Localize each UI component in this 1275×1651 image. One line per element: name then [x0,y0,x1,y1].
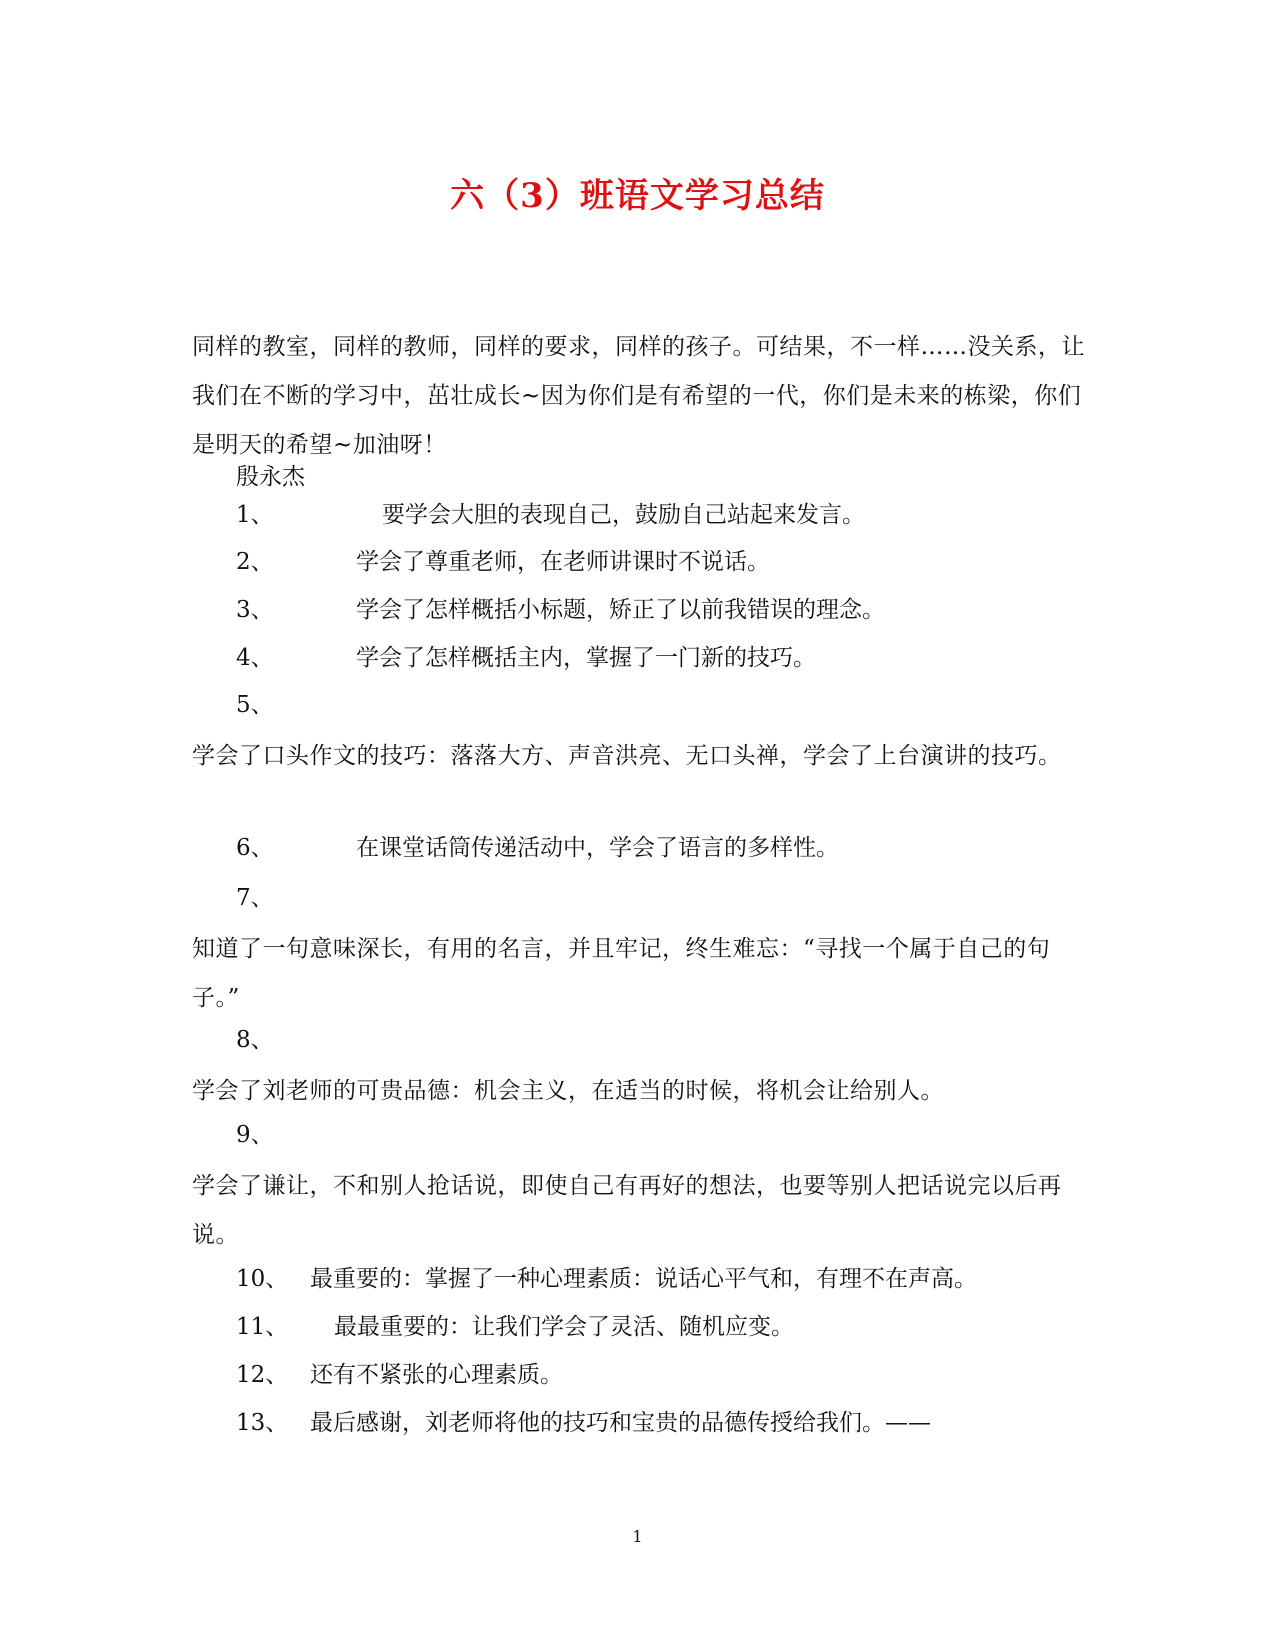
list-item-text: 学会了谦让，不和别人抢话说，即使自己有再好的想法，也要等别人把话说完以后再说。 [192,1173,1062,1248]
list-item-text: 还有不紧张的心理素质。 [310,1362,563,1388]
list-item-text: 学会了怎样概括主内，掌握了一门新的技巧。 [356,645,816,671]
list-item-number: 12、 [236,1362,289,1388]
list-item-number: 9、 [236,1122,274,1148]
list-item-text: 知道了一句意味深长，有用的名言，并且牢记，终生难忘：“寻找一个属于自己的句子。” [192,936,1051,1011]
list-item-number: 5、 [236,692,274,718]
list-item-text: 学会了口头作文的技巧：落落大方、声音洪亮、无口头禅，学会了上台演讲的技巧。 [192,743,1062,769]
list-item-text: 最最重要的：让我们学会了灵活、随机应变。 [334,1314,794,1340]
list-item-number: 2、 [236,549,274,575]
list-item-number: 4、 [236,645,274,671]
list-item-number: 3、 [236,597,274,623]
list-item-text: 最重要的：掌握了一种心理素质：说话心平气和，有理不在声高。 [310,1266,977,1292]
list-item-number: 11、 [236,1314,289,1340]
list-item-text: 要学会大胆的表现自己，鼓励自己站起来发言。 [382,502,865,528]
list-item-text: 在课堂话筒传递活动中，学会了语言的多样性。 [356,835,839,861]
list-item-number: 10、 [236,1266,289,1292]
list-item-number: 8、 [236,1027,274,1053]
document-title: 六（3）班语文学习总结 [450,176,825,216]
intro-paragraph: 同样的教室，同样的教师，同样的要求，同样的孩子。可结果，不一样……没关系，让我们在不断的学习中，茁壮成长~因为你们是有希望的一代，你们是未来的栋梁，你们是明天的希望~加油呀！ [192,334,1085,458]
author-name: 殷永杰 [236,464,305,490]
page-number: 1 [632,1527,643,1546]
list-item-text: 学会了尊重老师，在老师讲课时不说话。 [356,549,770,575]
list-item-number: 13、 [236,1410,289,1436]
list-item-text: 学会了刘老师的可贵品德：机会主义，在适当的时候，将机会让给别人。 [192,1078,944,1104]
list-item-number: 6、 [236,835,274,861]
list-item-text: 学会了怎样概括小标题，矫正了以前我错误的理念。 [356,597,885,623]
list-item-number: 1、 [236,502,274,528]
list-item-text: 最后感谢，刘老师将他的技巧和宝贵的品德传授给我们。—— [310,1410,931,1436]
list-item-number: 7、 [236,885,274,911]
